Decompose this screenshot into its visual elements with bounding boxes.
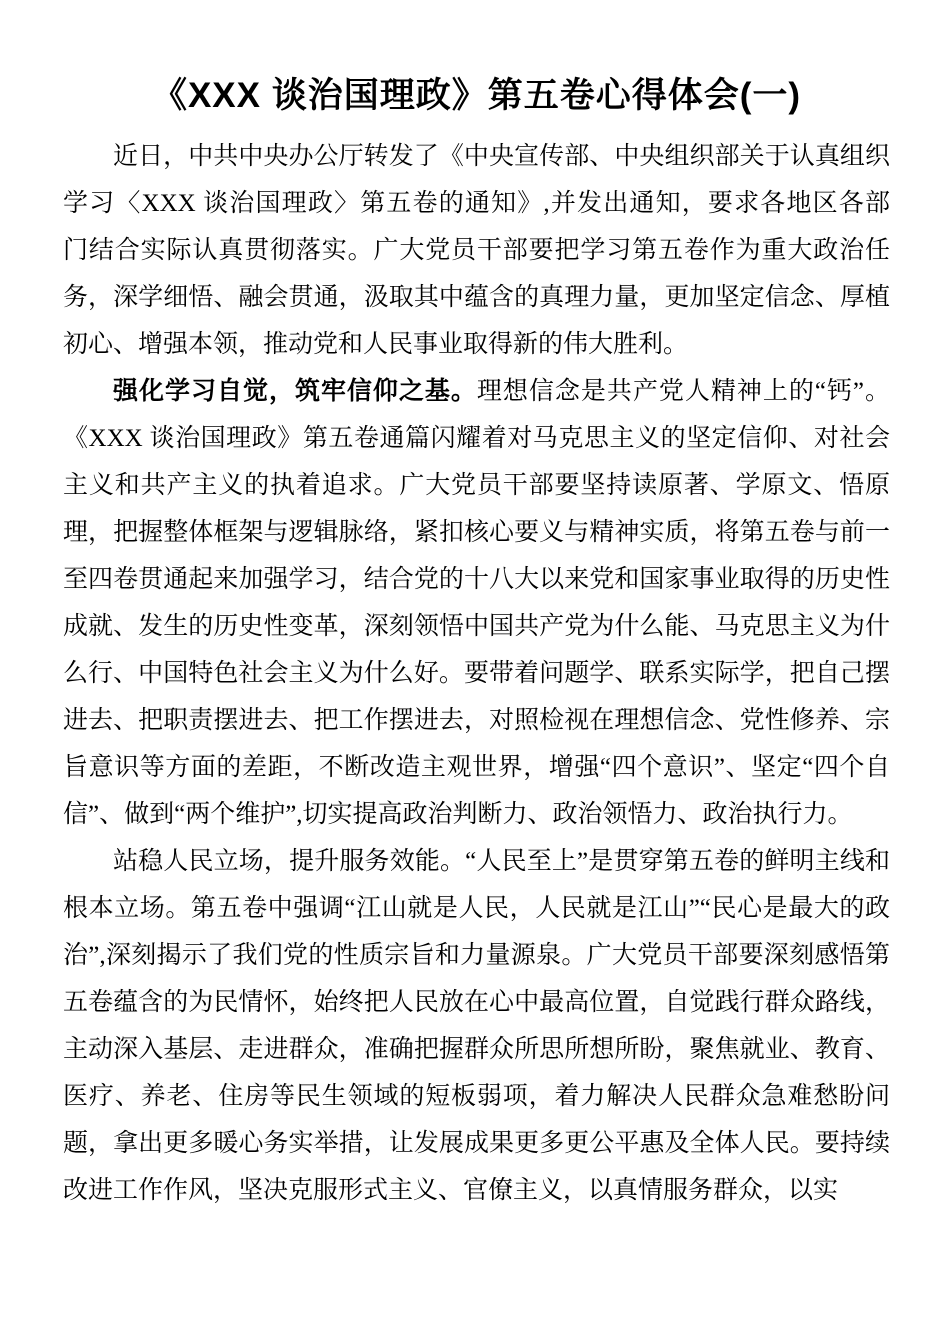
document-title: 《XXX 谈治国理政》第五卷心得体会(一) (151, 76, 802, 115)
paragraph-intro-text: 近日，中共中央办公厅转发了《中央宣传部、中央组织部关于认真组织学习〈XXX 谈治国理政〉第五卷的通知》,并发出通知，要求各地区各部 门结合实际认真贯彻落实。广大党员干部要把学习第五卷作为重大政治任务，深学细悟、融会贯通，汲取其中蕴含的真理力量，更加坚定信念、厚植初心、增强本领，推动党和人民事业取得新的伟大胜利。 (63, 143, 916, 359)
paragraph-study-awareness (63, 368, 890, 838)
paragraph-intro (63, 133, 916, 368)
paragraph-people-stance (63, 838, 890, 1214)
paragraph-study-awareness-text: 理想信念是共产党人精神上的“钙”。《XXX 谈治国理政》第五卷通篇闪耀着对马克思主义的坚定信仰、对社会主义和共产主义的执着追求。广大党员干部要坚持读原著、学原文、悟原理，把握整体框架与逻辑脉络，紧扣核心要义与精神实质，将第五卷与前一至四卷贯通起来加强学习，结合党的十八大以来党和国家事业取得的历史性成就、发生的历史性变革，深刻领悟中国共产党为什么能、马克思主义为什么行、中国特色社会主义为什么好。要带着问题学、联系实际学，把自己摆进去、把职责摆进去、把工作摆进去，对照检视在理想信念、党性修养、宗旨意识等方面的差距，不断改造主观世界，增强“四个意识”、坚定“四个自信”、做到“两个维护”,切实提高政治判断力、政治领悟力、政治执行力。 (63, 378, 890, 829)
paragraph-people-stance-text: 站稳人民立场，提升服务效能。“人民至上”是贯穿第五卷的鲜明主线和根本立场。第五卷中强调“江山就是人民，人民就是江山”“民心是最大的政治”,深刻揭示了我们党的性质宗旨和力量源泉。广大党员干部要深刻感悟第五卷蕴含的为民情怀，始终把人民放在心中最高位置，自觉践行群众路线，主动深入基层、走进群众，准确把握群众所思所想所盼，聚焦就业、教育、医疗、养老、住房等民生领域的短板弱项，着力解决人民群众急难愁盼问题，拿出更多暖心务实举措，让发展成果更多更公平惠及全体人民。要持续改进工作作风，坚决克服形式主义、官僚主义，以真情服务群众，以实 (63, 848, 890, 1205)
paragraph-lead-bold: 强化学习自觉，筑牢信仰之基。 (113, 377, 477, 406)
